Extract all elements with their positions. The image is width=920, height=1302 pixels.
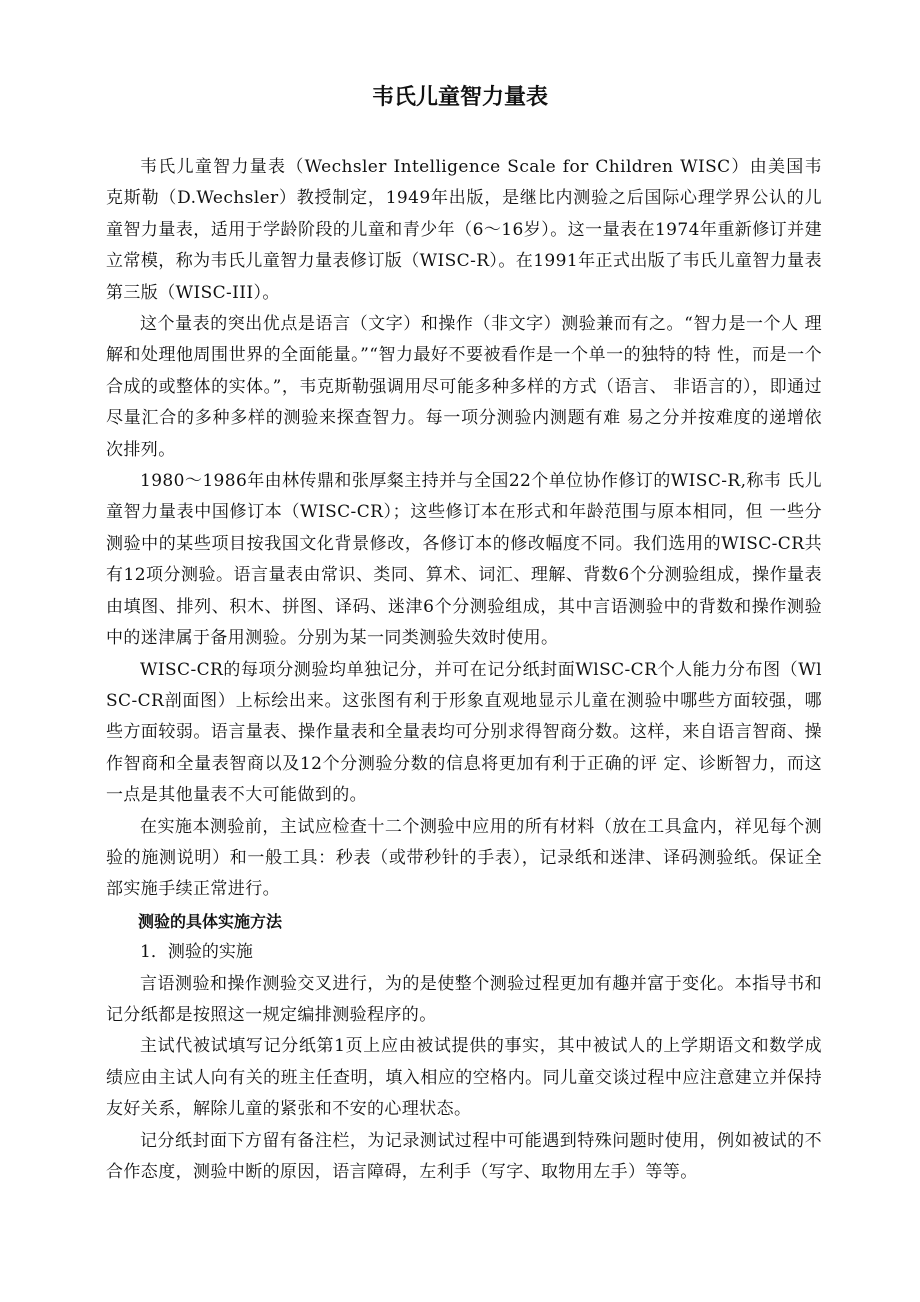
advantages-paragraph: 这个量表的突出优点是语言（文字）和操作（非文字）测验兼而有之。“智力是一个人 理解和处理他周围世界的全面能量。”“智力最好不要被看作是一个单一的独特的特 性，而是一个合成的或整体的实体。”，韦克斯勒强调用尽可能多种多样的方式（语言、 非语言的），即通过尽量汇合的多种多样的测验来探查智力。每一项分测验内测题有难 易之分并按难度的递增依次排列。 (106, 314, 822, 460)
section-heading: 测验的具体实施方法 (138, 911, 283, 931)
record-sheet-paragraph: 主试代被试填写记分纸第1页上应由被试提供的事实，其中被试人的上学期语文和数学成绩应由主试人向有关的班主任查明，填入相应的空格内。同儿童交谈过程中应注意建立并保持友好关系，解除儿童的紧张和不安的心理状态。 (106, 1036, 822, 1120)
document-title: 韦氏儿童智力量表 (371, 85, 548, 110)
chinese-revision-paragraph: 1980～1986年由林传鼎和张厚粲主持并与全国22个单位协作修订的WISC-R,称韦 氏儿童智力量表中国修订本（WISC-CR）；这些修订本在形式和年龄范围与原本相同，但 一些分测验中的某些项目按我国文化背景修改，各修订本的修改幅度不同。我们选用的WISC-CR共有12项分测验。语言量表由常识、类同、算术、词汇、理解、背数6个分测验组成，操作量表由填图、排列、积木、拼图、译码、迷津6个分测验组成，其中言语测验中的背数和操作测验中的迷津属于备用测验。分别为某一同类测验失效时使用。 (106, 471, 822, 649)
scoring-paragraph: WISC-CR的每项分测验均单独记分，并可在记分纸封面WlSC-CR个人能力分布图（WlSC-CR剖面图）上标绘出来。这张图有利于形象直观地显示儿童在测验中哪些方面较强，哪些方面较弱。语言量表、操作量表和全量表均可分别求得智商分数。这样，来自语言智商、操作智商和全量表智商以及12个分测验分数的信息将更加有利于正确的评 定、诊断智力，而这一点是其他量表不大可能做到的。 (106, 659, 822, 806)
materials-paragraph: 在实施本测验前，主试应检查十二个测验中应用的所有材料（放在工具盒内，祥见每个测验的施测说明）和一般工具：秒表（或带秒针的手表），记录纸和迷津、译码测验纸。保证全部实施手续正常进行。 (106, 816, 822, 900)
intro-paragraph: 韦氏儿童智力量表（Wechsler Intelligence Scale for Children WISC）由美国韦克斯勒（D.Wechsler）教授制定，1949年出版，是继比内测验之后国际心理学界公认的儿童智力量表，适用于学龄阶段的儿童和青少年（6～16岁）。这一量表在1974年重新修订并建立常模，称为韦氏儿童智力量表修订版（WISC-R）。在1991年正式出版了韦氏儿童智力量表第三版（WISC-III）。 (106, 157, 822, 303)
subsection-heading: 1．测验的实施 (140, 942, 253, 963)
procedure-paragraph: 言语测验和操作测验交叉进行，为的是使整个测验过程更加有趣并富于变化。本指导书和记分纸都是按照这一规定编排测验程序的。 (106, 973, 822, 1025)
remarks-paragraph: 记分纸封面下方留有备注栏，为记录测试过程中可能遇到特殊问题时使用，例如被试的不合作态度，测验中断的原因，语言障碍，左利手（写字、取物用左手）等等。 (106, 1130, 822, 1182)
document-body (106, 152, 822, 1188)
